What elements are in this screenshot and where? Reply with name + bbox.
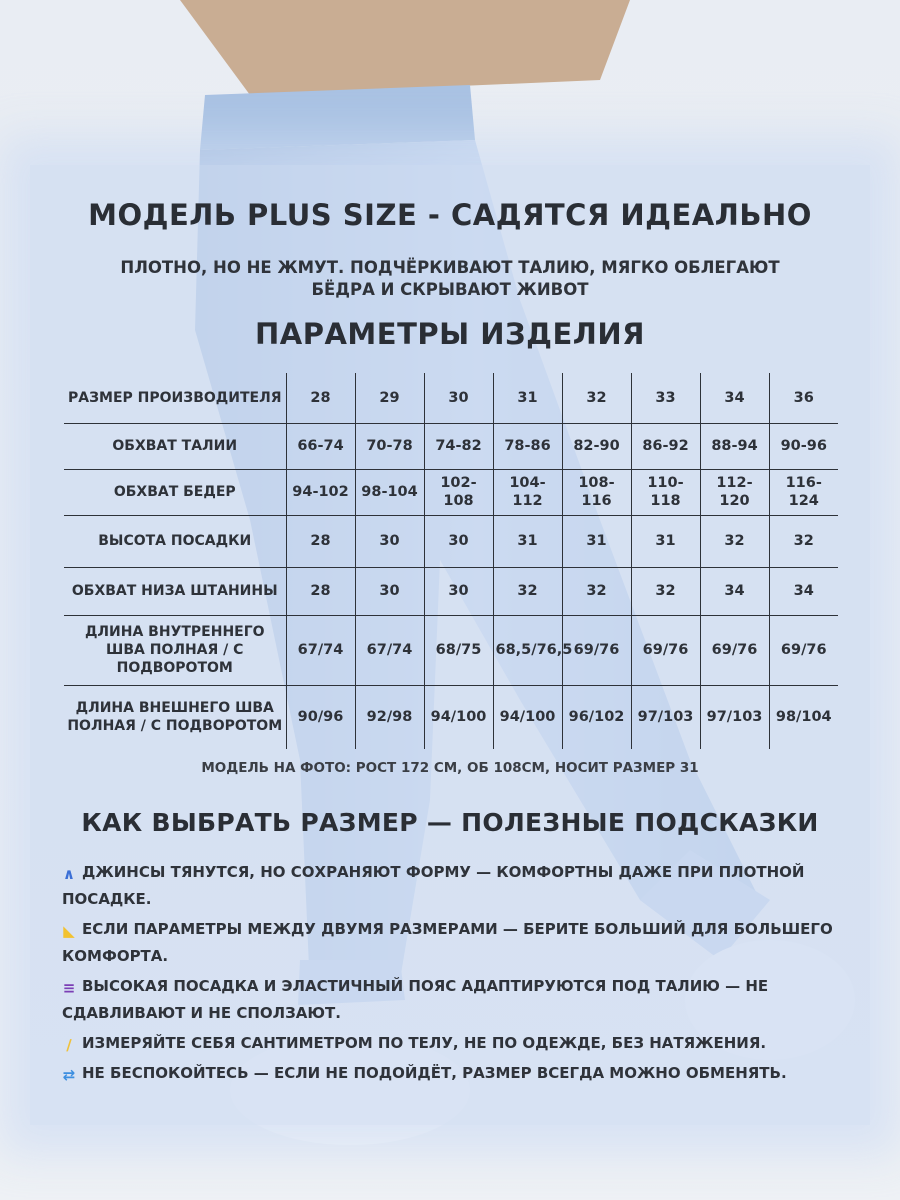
table-cell: 97/103 — [631, 685, 700, 749]
table-cell: 97/103 — [700, 685, 769, 749]
table-row — [64, 515, 838, 567]
table-cell: 28 — [286, 515, 355, 567]
table-cell: 94/100 — [424, 685, 493, 749]
table-title: ПАРАМЕТРЫ ИЗДЕЛИЯ — [255, 317, 645, 351]
triangular-ruler-icon: ◣ — [63, 922, 75, 940]
page-title: МОДЕЛЬ PLUS SIZE - САДЯТСЯ ИДЕАЛЬНО — [88, 198, 812, 232]
thread-spool-icon: ≡ — [62, 979, 76, 997]
table-cell: 112-120 — [700, 469, 769, 515]
table-cell: 90/96 — [286, 685, 355, 749]
tip-text: ВЫСОКАЯ ПОСАДКА И ЭЛАСТИЧНЫЙ ПОЯС АДАПТИРУЮТСЯ ПОД ТАЛИЮ — НЕ СДАВЛИВАЮТ И НЕ СПОЛЗАЮТ. — [62, 977, 769, 1022]
table-cell: 28 — [286, 373, 355, 423]
table-cell: 66-74 — [286, 423, 355, 469]
table-cell: 36 — [769, 373, 838, 423]
tips-title: КАК ВЫБРАТЬ РАЗМЕР — ПОЛЕЗНЫЕ ПОДСКАЗКИ — [81, 808, 819, 837]
table-cell: 30 — [355, 567, 424, 615]
row-label: ОБХВАТ НИЗА ШТАНИНЫ — [64, 567, 286, 615]
table-cell: 32 — [562, 567, 631, 615]
table-cell: 82-90 — [562, 423, 631, 469]
table-cell: 69/76 — [562, 615, 631, 685]
row-label: ДЛИНА ВНЕШНЕГО ШВА ПОЛНАЯ / С ПОДВОРОТОМ — [64, 685, 286, 749]
table-cell: 31 — [493, 515, 562, 567]
table-cell: 92/98 — [355, 685, 424, 749]
table-cell: 31 — [493, 373, 562, 423]
model-caption: МОДЕЛЬ НА ФОТО: РОСТ 172 СМ, ОБ 108СМ, НОСИТ РАЗМЕР 31 — [201, 760, 699, 776]
table-cell: 108-116 — [562, 469, 631, 515]
table-cell: 69/76 — [700, 615, 769, 685]
measuring-tape-icon: ∕ — [66, 1036, 72, 1054]
row-label: ОБХВАТ ТАЛИИ — [64, 423, 286, 469]
tip-text: ИЗМЕРЯЙТЕ СЕБЯ САНТИМЕТРОМ ПО ТЕЛУ, НЕ ПО ОДЕЖДЕ, БЕЗ НАТЯЖЕНИЯ. — [82, 1034, 767, 1052]
table-cell: 69/76 — [631, 615, 700, 685]
table-cell: 86-92 — [631, 423, 700, 469]
tip-text: НЕ БЕСПОКОЙТЕСЬ — ЕСЛИ НЕ ПОДОЙДЁТ, РАЗМЕР ВСЕГДА МОЖНО ОБМЕНЯТЬ. — [82, 1064, 787, 1082]
table-cell: 32 — [769, 515, 838, 567]
tip-item — [62, 1060, 852, 1087]
row-label: ВЫСОТА ПОСАДКИ — [64, 515, 286, 567]
table-cell: 102-108 — [424, 469, 493, 515]
table-cell: 90-96 — [769, 423, 838, 469]
row-label: ОБХВАТ БЕДЕР — [64, 469, 286, 515]
row-label: РАЗМЕР ПРОИЗВОДИТЕЛЯ — [68, 389, 282, 406]
table-cell: 29 — [355, 373, 424, 423]
table-cell: 104-112 — [493, 469, 562, 515]
table-cell: 28 — [286, 567, 355, 615]
table-cell: 67/74 — [355, 615, 424, 685]
size-table — [64, 373, 838, 749]
tips-list — [62, 859, 852, 1090]
page-subtitle: ПЛОТНО, НО НЕ ЖМУТ. ПОДЧЁРКИВАЮТ ТАЛИЮ, МЯГКО ОБЛЕГАЮТ БЁДРА И СКРЫВАЮТ ЖИВОТ — [120, 258, 780, 299]
table-cell: 96/102 — [562, 685, 631, 749]
tip-item — [62, 973, 852, 1027]
table-cell: 32 — [700, 515, 769, 567]
table-cell: 68/75 — [424, 615, 493, 685]
table-row — [64, 615, 838, 685]
table-cell: 70-78 — [355, 423, 424, 469]
table-row — [64, 423, 838, 469]
table-cell: 98/104 — [769, 685, 838, 749]
table-cell: 33 — [631, 373, 700, 423]
table-cell: 67/74 — [286, 615, 355, 685]
table-cell: 31 — [631, 515, 700, 567]
size-table-body — [64, 373, 838, 749]
table-cell: 74-82 — [424, 423, 493, 469]
table-row — [64, 469, 838, 515]
table-cell: 34 — [700, 373, 769, 423]
table-cell: 30 — [424, 515, 493, 567]
table-cell: 116-124 — [769, 469, 838, 515]
table-cell: 34 — [700, 567, 769, 615]
tip-item — [62, 859, 852, 913]
table-cell: 32 — [493, 567, 562, 615]
table-cell: 68,5/76,5 — [493, 615, 562, 685]
table-cell: 110-118 — [631, 469, 700, 515]
table-cell: 30 — [424, 567, 493, 615]
jeans-icon: ∧ — [62, 865, 76, 883]
tip-item — [62, 1030, 852, 1057]
table-row — [64, 567, 838, 615]
table-cell: 32 — [562, 373, 631, 423]
table-cell: 94/100 — [493, 685, 562, 749]
table-cell: 88-94 — [700, 423, 769, 469]
table-cell: 94-102 — [286, 469, 355, 515]
table-cell: 31 — [562, 515, 631, 567]
tip-text: ЕСЛИ ПАРАМЕТРЫ МЕЖДУ ДВУМЯ РАЗМЕРАМИ — БЕРИТЕ БОЛЬШИЙ ДЛЯ БОЛЬШЕГО КОМФОРТА. — [62, 920, 833, 965]
table-cell: 32 — [631, 567, 700, 615]
table-cell: 34 — [769, 567, 838, 615]
tip-item — [62, 916, 852, 970]
table-cell: 30 — [355, 515, 424, 567]
table-cell: 78-86 — [493, 423, 562, 469]
exchange-arrows-icon: ⇄ — [62, 1066, 76, 1084]
table-cell: 98-104 — [355, 469, 424, 515]
tip-text: ДЖИНСЫ ТЯНУТСЯ, НО СОХРАНЯЮТ ФОРМУ — КОМФОРТНЫ ДАЖЕ ПРИ ПЛОТНОЙ ПОСАДКЕ. — [62, 863, 805, 908]
table-cell: 69/76 — [769, 615, 838, 685]
table-cell: 30 — [424, 373, 493, 423]
row-label: ДЛИНА ВНУТРЕННЕГО ШВА ПОЛНАЯ / С ПОДВОРОТОМ — [64, 615, 286, 685]
table-row — [64, 373, 838, 423]
table-row — [64, 685, 838, 749]
